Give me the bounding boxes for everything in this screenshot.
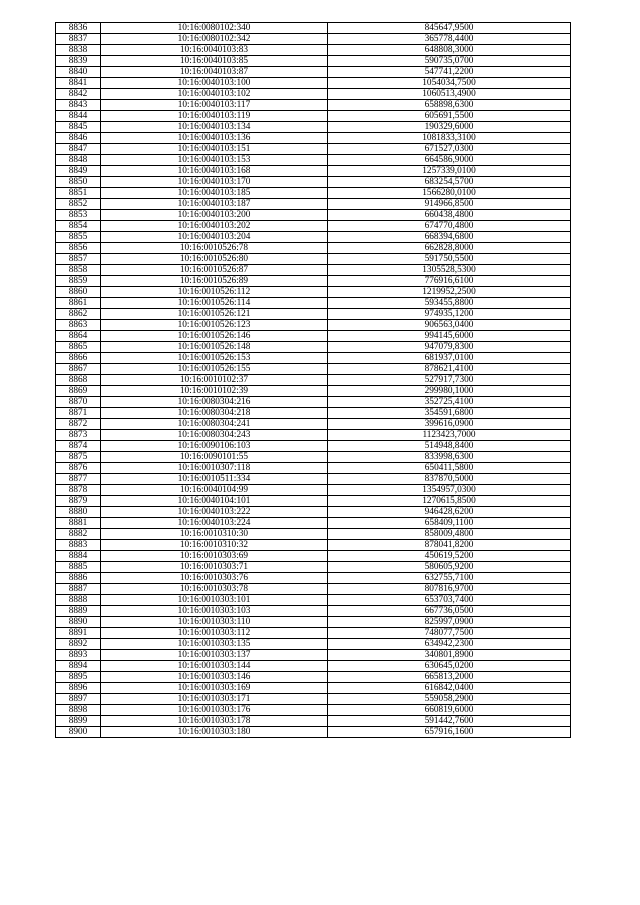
table-row [56,463,571,474]
row-number-cell: 8876 [56,463,101,474]
cadastral-value-cell: 825997,0900 [328,617,571,628]
row-number-cell: 8879 [56,496,101,507]
table-row [56,661,571,672]
cadastral-number-cell: 10:16:0090101:55 [101,452,328,463]
cadastral-number-cell: 10:16:0040103:222 [101,507,328,518]
table-row [56,507,571,518]
row-number-cell: 8859 [56,276,101,287]
row-number-cell: 8891 [56,628,101,639]
cadastral-number-cell: 10:16:0010526:112 [101,287,328,298]
cadastral-value-cell: 1566280,0100 [328,188,571,199]
row-number-cell: 8878 [56,485,101,496]
cadastral-value-cell: 354591,6800 [328,408,571,419]
cadastral-value-cell: 662828,8000 [328,243,571,254]
table-row [56,595,571,606]
table-row [56,133,571,144]
cadastral-number-cell: 10:16:0040103:204 [101,232,328,243]
table-row [56,474,571,485]
row-number-cell: 8874 [56,441,101,452]
row-number-cell: 8844 [56,111,101,122]
cadastral-value-cell: 660819,6000 [328,705,571,716]
cadastral-number-cell: 10:16:0040104:101 [101,496,328,507]
cadastral-value-cell: 1060513,4900 [328,89,571,100]
cadastral-number-cell: 10:16:0040103:151 [101,144,328,155]
cadastral-number-cell: 10:16:0010526:78 [101,243,328,254]
table-row [56,45,571,56]
cadastral-value-table [55,22,571,738]
table-row [56,496,571,507]
row-number-cell: 8899 [56,716,101,727]
cadastral-number-cell: 10:16:0010307:118 [101,463,328,474]
row-number-cell: 8842 [56,89,101,100]
table-row [56,188,571,199]
cadastral-number-cell: 10:16:0080304:216 [101,397,328,408]
table-row [56,56,571,67]
cadastral-value-cell: 657916,1600 [328,727,571,738]
cadastral-number-cell: 10:16:0040103:187 [101,199,328,210]
cadastral-value-cell: 668394,6800 [328,232,571,243]
cadastral-number-cell: 10:16:0040103:153 [101,155,328,166]
cadastral-value-cell: 591750,5500 [328,254,571,265]
cadastral-number-cell: 10:16:0010303:171 [101,694,328,705]
row-number-cell: 8864 [56,331,101,342]
table-row [56,331,571,342]
cadastral-value-cell: 665813,2000 [328,672,571,683]
table-row [56,441,571,452]
table-row [56,562,571,573]
cadastral-value-cell: 1219952,2500 [328,287,571,298]
cadastral-number-cell: 10:16:0010526:123 [101,320,328,331]
table-row [56,606,571,617]
row-number-cell: 8871 [56,408,101,419]
cadastral-number-cell: 10:16:0010526:146 [101,331,328,342]
row-number-cell: 8849 [56,166,101,177]
row-number-cell: 8867 [56,364,101,375]
table-row [56,617,571,628]
cadastral-value-cell: 1123423,7000 [328,430,571,441]
cadastral-value-cell: 399616,0900 [328,419,571,430]
cadastral-value-cell: 1054034,7500 [328,78,571,89]
table-row [56,144,571,155]
cadastral-value-cell: 1354957,0300 [328,485,571,496]
cadastral-number-cell: 10:16:0040103:185 [101,188,328,199]
row-number-cell: 8868 [56,375,101,386]
cadastral-number-cell: 10:16:0040103:83 [101,45,328,56]
table-row [56,89,571,100]
table-row [56,386,571,397]
table-row [56,375,571,386]
cadastral-value-cell: 906563,0400 [328,320,571,331]
cadastral-value-cell: 580605,9200 [328,562,571,573]
table-row [56,650,571,661]
table-row [56,276,571,287]
table-row [56,419,571,430]
table-row [56,573,571,584]
row-number-cell: 8880 [56,507,101,518]
cadastral-value-cell: 845647,9500 [328,23,571,34]
cadastral-number-cell: 10:16:0040103:117 [101,100,328,111]
cadastral-number-cell: 10:16:0010303:101 [101,595,328,606]
cadastral-number-cell: 10:16:0010303:71 [101,562,328,573]
cadastral-number-cell: 10:16:0040103:87 [101,67,328,78]
cadastral-number-cell: 10:16:0010303:103 [101,606,328,617]
cadastral-value-cell: 858009,4800 [328,529,571,540]
cadastral-value-cell: 1257339,0100 [328,166,571,177]
row-number-cell: 8886 [56,573,101,584]
table-row [56,342,571,353]
cadastral-value-cell: 748077,7500 [328,628,571,639]
cadastral-value-cell: 946428,6200 [328,507,571,518]
cadastral-value-cell: 1081833,3100 [328,133,571,144]
cadastral-value-cell: 190329,6000 [328,122,571,133]
row-number-cell: 8897 [56,694,101,705]
row-number-cell: 8851 [56,188,101,199]
cadastral-number-cell: 10:16:0040103:200 [101,210,328,221]
row-number-cell: 8866 [56,353,101,364]
cadastral-value-cell: 650411,5800 [328,463,571,474]
cadastral-value-cell: 833998,6300 [328,452,571,463]
cadastral-value-cell: 878041,8200 [328,540,571,551]
cadastral-value-cell: 667736,0500 [328,606,571,617]
row-number-cell: 8889 [56,606,101,617]
cadastral-value-cell: 658898,6300 [328,100,571,111]
table-row [56,485,571,496]
cadastral-number-cell: 10:16:0080304:241 [101,419,328,430]
cadastral-number-cell: 10:16:0010526:80 [101,254,328,265]
cadastral-number-cell: 10:16:0040103:102 [101,89,328,100]
row-number-cell: 8893 [56,650,101,661]
table-row [56,221,571,232]
table-row [56,364,571,375]
cadastral-value-cell: 593455,8800 [328,298,571,309]
row-number-cell: 8839 [56,56,101,67]
row-number-cell: 8862 [56,309,101,320]
cadastral-number-cell: 10:16:0040103:136 [101,133,328,144]
table-row [56,694,571,705]
cadastral-number-cell: 10:16:0080102:342 [101,34,328,45]
table-row [56,199,571,210]
row-number-cell: 8836 [56,23,101,34]
cadastral-value-cell: 1270615,8500 [328,496,571,507]
cadastral-number-cell: 10:16:0040103:134 [101,122,328,133]
row-number-cell: 8888 [56,595,101,606]
cadastral-number-cell: 10:16:0010303:76 [101,573,328,584]
row-number-cell: 8865 [56,342,101,353]
table-row [56,78,571,89]
table-row [56,287,571,298]
table-row [56,529,571,540]
cadastral-value-cell: 299980,1000 [328,386,571,397]
row-number-cell: 8896 [56,683,101,694]
table-row [56,298,571,309]
cadastral-value-cell: 653703,7400 [328,595,571,606]
cadastral-value-cell: 878621,4100 [328,364,571,375]
cadastral-value-cell: 660438,4800 [328,210,571,221]
cadastral-value-cell: 947079,8300 [328,342,571,353]
table-row [56,430,571,441]
table-row [56,518,571,529]
cadastral-number-cell: 10:16:0040103:224 [101,518,328,529]
row-number-cell: 8857 [56,254,101,265]
cadastral-number-cell: 10:16:0010310:30 [101,529,328,540]
table-row [56,34,571,45]
cadastral-number-cell: 10:16:0010511:334 [101,474,328,485]
table-body [56,23,571,738]
cadastral-value-cell: 674770,4800 [328,221,571,232]
row-number-cell: 8884 [56,551,101,562]
cadastral-number-cell: 10:16:0010102:37 [101,375,328,386]
cadastral-number-cell: 10:16:0010102:39 [101,386,328,397]
cadastral-value-cell: 1305528,5300 [328,265,571,276]
cadastral-number-cell: 10:16:0010303:180 [101,727,328,738]
cadastral-value-cell: 634942,2300 [328,639,571,650]
table-row [56,111,571,122]
row-number-cell: 8858 [56,265,101,276]
row-number-cell: 8872 [56,419,101,430]
table-row [56,452,571,463]
table-row [56,353,571,364]
row-number-cell: 8882 [56,529,101,540]
table-row [56,210,571,221]
cadastral-value-cell: 559058,2900 [328,694,571,705]
cadastral-number-cell: 10:16:0080304:243 [101,430,328,441]
row-number-cell: 8852 [56,199,101,210]
cadastral-value-cell: 994145,6000 [328,331,571,342]
table-row [56,309,571,320]
table-row [56,254,571,265]
table-row [56,67,571,78]
cadastral-number-cell: 10:16:0080304:218 [101,408,328,419]
row-number-cell: 8898 [56,705,101,716]
row-number-cell: 8856 [56,243,101,254]
cadastral-number-cell: 10:16:0010303:135 [101,639,328,650]
cadastral-value-cell: 590735,0700 [328,56,571,67]
table-row [56,628,571,639]
row-number-cell: 8894 [56,661,101,672]
cadastral-number-cell: 10:16:0040103:100 [101,78,328,89]
table-row [56,232,571,243]
cadastral-number-cell: 10:16:0010526:148 [101,342,328,353]
table-row [56,584,571,595]
cadastral-value-cell: 683254,5700 [328,177,571,188]
cadastral-value-cell: 671527,0300 [328,144,571,155]
cadastral-number-cell: 10:16:0010303:110 [101,617,328,628]
table-row [56,540,571,551]
row-number-cell: 8855 [56,232,101,243]
row-number-cell: 8873 [56,430,101,441]
table-row [56,408,571,419]
cadastral-value-cell: 837870,5000 [328,474,571,485]
cadastral-value-cell: 591442,7600 [328,716,571,727]
row-number-cell: 8853 [56,210,101,221]
row-number-cell: 8847 [56,144,101,155]
cadastral-number-cell: 10:16:0040103:168 [101,166,328,177]
cadastral-value-cell: 648808,3000 [328,45,571,56]
table-row [56,122,571,133]
cadastral-value-cell: 616842,0400 [328,683,571,694]
cadastral-value-cell: 914966,8500 [328,199,571,210]
cadastral-number-cell: 10:16:0010526:153 [101,353,328,364]
cadastral-number-cell: 10:16:0010303:112 [101,628,328,639]
row-number-cell: 8841 [56,78,101,89]
cadastral-number-cell: 10:16:0010303:144 [101,661,328,672]
row-number-cell: 8854 [56,221,101,232]
cadastral-number-cell: 10:16:0010303:69 [101,551,328,562]
table-row [56,683,571,694]
table-row [56,23,571,34]
cadastral-number-cell: 10:16:0010526:89 [101,276,328,287]
cadastral-value-cell: 527917,7300 [328,375,571,386]
table-row [56,397,571,408]
table-row [56,155,571,166]
cadastral-number-cell: 10:16:0010303:78 [101,584,328,595]
row-number-cell: 8870 [56,397,101,408]
row-number-cell: 8863 [56,320,101,331]
cadastral-value-cell: 632755,7100 [328,573,571,584]
row-number-cell: 8861 [56,298,101,309]
cadastral-number-cell: 10:16:0010526:114 [101,298,328,309]
table-row [56,177,571,188]
cadastral-value-cell: 681937,0100 [328,353,571,364]
row-number-cell: 8869 [56,386,101,397]
cadastral-number-cell: 10:16:0010526:87 [101,265,328,276]
row-number-cell: 8837 [56,34,101,45]
row-number-cell: 8845 [56,122,101,133]
cadastral-value-cell: 450619,5200 [328,551,571,562]
cadastral-value-cell: 352725,4100 [328,397,571,408]
table-row [56,243,571,254]
cadastral-number-cell: 10:16:0010303:169 [101,683,328,694]
cadastral-value-cell: 605691,5500 [328,111,571,122]
cadastral-value-cell: 340801,8900 [328,650,571,661]
table-row [56,551,571,562]
cadastral-value-cell: 658409,1100 [328,518,571,529]
cadastral-value-cell: 807816,9700 [328,584,571,595]
table-row [56,265,571,276]
row-number-cell: 8875 [56,452,101,463]
cadastral-value-cell: 630645,0200 [328,661,571,672]
row-number-cell: 8883 [56,540,101,551]
row-number-cell: 8887 [56,584,101,595]
cadastral-number-cell: 10:16:0040103:85 [101,56,328,67]
row-number-cell: 8860 [56,287,101,298]
cadastral-value-cell: 514948,8400 [328,441,571,452]
table-row [56,320,571,331]
row-number-cell: 8895 [56,672,101,683]
table-row [56,716,571,727]
cadastral-number-cell: 10:16:0010303:137 [101,650,328,661]
cadastral-number-cell: 10:16:0040103:202 [101,221,328,232]
table-row [56,672,571,683]
row-number-cell: 8846 [56,133,101,144]
row-number-cell: 8843 [56,100,101,111]
row-number-cell: 8890 [56,617,101,628]
cadastral-number-cell: 10:16:0010310:32 [101,540,328,551]
cadastral-number-cell: 10:16:0040103:119 [101,111,328,122]
cadastral-value-cell: 974935,1200 [328,309,571,320]
cadastral-number-cell: 10:16:0090106:103 [101,441,328,452]
cadastral-value-cell: 547741,2200 [328,67,571,78]
row-number-cell: 8885 [56,562,101,573]
row-number-cell: 8848 [56,155,101,166]
table-row [56,639,571,650]
cadastral-number-cell: 10:16:0010303:146 [101,672,328,683]
cadastral-value-cell: 776916,6100 [328,276,571,287]
cadastral-value-cell: 365778,4400 [328,34,571,45]
row-number-cell: 8850 [56,177,101,188]
table-row [56,705,571,716]
table-row [56,166,571,177]
row-number-cell: 8900 [56,727,101,738]
table-row [56,727,571,738]
row-number-cell: 8892 [56,639,101,650]
cadastral-number-cell: 10:16:0010526:155 [101,364,328,375]
cadastral-number-cell: 10:16:0040104:99 [101,485,328,496]
row-number-cell: 8877 [56,474,101,485]
cadastral-number-cell: 10:16:0080102:340 [101,23,328,34]
cadastral-number-cell: 10:16:0010303:178 [101,716,328,727]
cadastral-number-cell: 10:16:0010526:121 [101,309,328,320]
cadastral-number-cell: 10:16:0040103:170 [101,177,328,188]
row-number-cell: 8881 [56,518,101,529]
row-number-cell: 8838 [56,45,101,56]
row-number-cell: 8840 [56,67,101,78]
cadastral-value-cell: 664586,9000 [328,155,571,166]
cadastral-number-cell: 10:16:0010303:176 [101,705,328,716]
table-row [56,100,571,111]
